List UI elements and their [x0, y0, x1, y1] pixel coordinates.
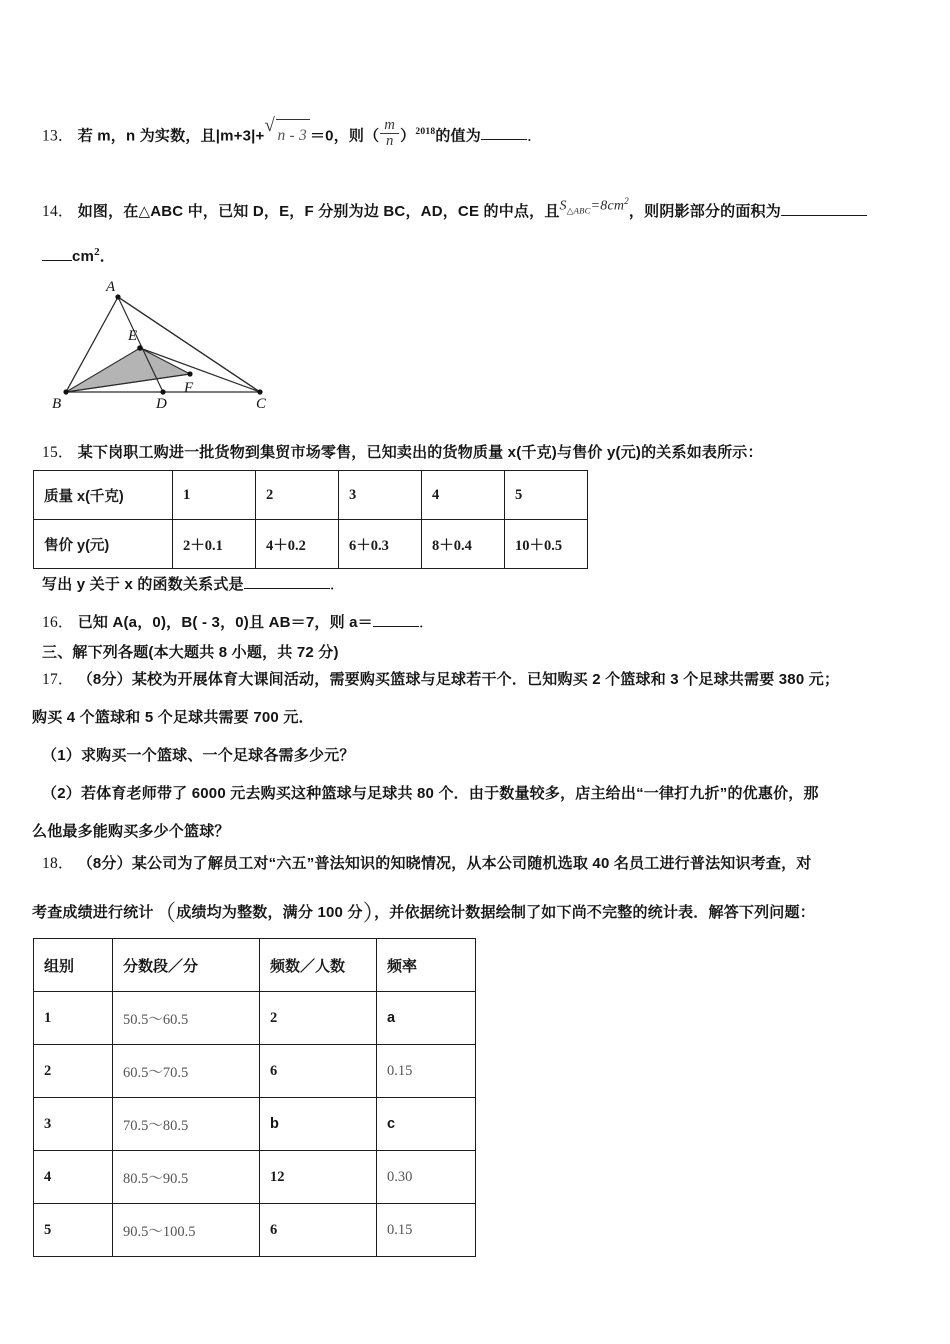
question-14-text-1: 如图，在△ABC 中，已知 D，E，F 分别为边 BC，AD，CE 的中点，且: [77, 202, 560, 220]
cell-group-2: 2: [34, 1045, 113, 1098]
figure-triangle-abc: [48, 272, 278, 412]
cell-frequency-3: b: [260, 1098, 377, 1151]
answer-blank-16[interactable]: [373, 611, 419, 627]
question-14-number: 14．: [42, 202, 74, 220]
question-17-sub2-line1: （2）若体育老师带了 6000 元去购买这种篮球与足球共 80 个．由于数量较多，店主给出“一律打九折”的优惠价，那: [42, 785, 819, 802]
answer-blank-14b[interactable]: [42, 245, 72, 261]
cell-group-1: 1: [34, 992, 113, 1045]
question-15-answer-line: [42, 570, 345, 600]
question-16-tail: ．: [418, 614, 435, 631]
fraction-numerator: m: [384, 117, 396, 133]
question-15-tail: ．: [329, 576, 346, 593]
point-f: [187, 371, 192, 376]
question-17-sub2: [42, 779, 932, 809]
question-13: [42, 115, 922, 151]
question-18-number: 18．: [42, 855, 74, 872]
question-17-line1: 某校为开展体育大课间活动，需要购买篮球与足球若干个．已知购买 2 个篮球和 3 个足球共需要 380 元；: [131, 671, 840, 688]
area-symbol-S: S: [559, 198, 567, 214]
figure-label-f: F: [184, 380, 194, 396]
table-row-mass: [34, 471, 588, 520]
area-equals-value: =8cm: [590, 198, 625, 214]
area-subscript: △ABC: [566, 205, 591, 216]
figure-label-e: E: [128, 328, 138, 344]
point-b: [63, 389, 68, 394]
question-14-line2: [42, 242, 115, 272]
col-header-range: 分数段／分: [113, 939, 260, 992]
answer-blank-14a[interactable]: [781, 200, 867, 216]
mass-cell-5: 5: [505, 471, 588, 520]
cell-rate-5: 0.15: [377, 1204, 476, 1257]
figure-label-d: D: [156, 396, 167, 412]
question-18: [42, 849, 937, 879]
row-header-price: 售价 y(元): [34, 520, 173, 569]
question-17-sub1: [42, 741, 932, 771]
question-17-sub1-text: （1）求购买一个篮球、一个足球各需多少元？: [42, 747, 355, 764]
question-18-line2-a: 考查成绩进行统计: [32, 903, 154, 921]
paren-open: （: [153, 901, 177, 926]
section-heading-text: 三、解下列各题(本大题共 8 小题，共 72 分): [42, 644, 339, 661]
col-header-rate: 频率: [377, 939, 476, 992]
question-16-number: 16．: [42, 614, 74, 631]
cell-rate-1: a: [377, 992, 476, 1045]
exponent-2018: 2018: [415, 126, 436, 138]
question-15-text: 某下岗职工购进一批货物到集贸市场零售，已知卖出的货物质量 x(千克)与售价 y(元)的关系如表所示：: [77, 444, 763, 461]
frequency-distribution-table: [33, 938, 476, 1257]
table-row: [34, 1098, 476, 1151]
point-c: [257, 389, 262, 394]
table-row: [34, 1045, 476, 1098]
section-heading-3: [42, 638, 339, 668]
table-row-price: [34, 520, 588, 569]
point-d: [160, 389, 165, 394]
question-14-unit-exponent: 2: [94, 246, 100, 258]
question-13-tail: ．: [526, 127, 543, 145]
question-15: [42, 438, 932, 468]
price-cell-4: 8＋0.4: [422, 520, 505, 569]
table-header-row: [34, 939, 476, 992]
price-cell-3: 6＋0.3: [339, 520, 422, 569]
price-cell-1: 2＋0.1: [173, 520, 256, 569]
figure-label-c: C: [256, 396, 267, 412]
cell-rate-4: 0.30: [377, 1151, 476, 1204]
table-row: [34, 992, 476, 1045]
question-16: [42, 608, 435, 638]
cell-range-5: 90.5～100.5: [113, 1204, 260, 1257]
fraction-denominator: n: [380, 133, 399, 149]
question-18-line1: 某公司为了解员工对“六五”普法知识的知晓情况，从本公司随机选取 40 名员工进行普法知识考查，对: [131, 855, 812, 872]
question-17-sub2-line2: [32, 817, 922, 847]
point-a: [115, 294, 120, 299]
cell-frequency-1: 2: [260, 992, 377, 1045]
question-16-text: 已知 A(a，0)，B( - 3，0)且 AB＝7，则 a＝: [77, 614, 373, 631]
mass-cell-3: 3: [339, 471, 422, 520]
cell-range-1: 50.5～60.5: [113, 992, 260, 1045]
cell-rate-3: c: [377, 1098, 476, 1151]
question-17-line2: [32, 703, 922, 733]
cell-frequency-4: 12: [260, 1151, 377, 1204]
cell-range-3: 70.5～80.5: [113, 1098, 260, 1151]
area-square-exponent: 2: [624, 196, 629, 206]
goods-price-table: [33, 470, 588, 569]
fraction-m-over-n: [380, 118, 399, 150]
question-13-text-2: ＝0，则（: [309, 127, 380, 145]
question-14-text-2: ，则阴影部分的面积为: [628, 202, 781, 220]
cell-frequency-2: 6: [260, 1045, 377, 1098]
question-17: [42, 665, 932, 695]
cell-range-2: 60.5～70.5: [113, 1045, 260, 1098]
question-18-line2: [32, 893, 932, 936]
area-formula: [560, 193, 629, 220]
question-14: [42, 193, 932, 226]
shaded-triangle-bef: [66, 348, 190, 392]
paren-close: ）: [362, 901, 375, 926]
cell-group-5: 5: [34, 1204, 113, 1257]
question-13-text-1: 若 m，n 为实数，且|m+3|+: [77, 127, 265, 145]
table-row: [34, 1151, 476, 1204]
sqrt-expression: [264, 115, 310, 150]
col-header-frequency: 频数／人数: [260, 939, 377, 992]
question-13-text-4: 的值为: [435, 127, 481, 145]
col-header-group: 组别: [34, 939, 113, 992]
question-17-sub2-line2-text: 么他最多能购买多少个篮球？: [32, 823, 230, 840]
mass-cell-1: 1: [173, 471, 256, 520]
question-18-paren-text: 成绩均为整数，满分 100 分: [176, 903, 363, 921]
question-13-text-3: ）: [400, 127, 416, 145]
mass-cell-2: 2: [256, 471, 339, 520]
mass-cell-4: 4: [422, 471, 505, 520]
question-18-line2-b: ，并依据统计数据绘制了如下尚不完整的统计表．解答下列问题：: [374, 903, 815, 921]
answer-blank-13[interactable]: [481, 125, 527, 141]
answer-blank-15[interactable]: [244, 573, 330, 589]
point-e: [137, 345, 143, 351]
question-13-number: 13．: [42, 127, 74, 145]
cell-rate-2: 0.15: [377, 1045, 476, 1098]
cell-frequency-5: 6: [260, 1204, 377, 1257]
cell-group-3: 3: [34, 1098, 113, 1151]
table-row: [34, 1204, 476, 1257]
question-15-number: 15．: [42, 444, 74, 461]
question-17-score: （8分）: [77, 671, 132, 688]
sqrt-radicand: n - 3: [276, 119, 310, 150]
question-17-line2-text: 购买 4 个篮球和 5 个足球共需要 700 元．: [32, 709, 314, 726]
row-header-mass: 质量 x(千克): [34, 471, 173, 520]
cell-group-4: 4: [34, 1151, 113, 1204]
figure-label-a: A: [106, 279, 116, 295]
price-cell-5: 10＋0.5: [505, 520, 588, 569]
price-cell-2: 4＋0.2: [256, 520, 339, 569]
cell-range-4: 80.5～90.5: [113, 1151, 260, 1204]
sqrt-sign: √: [264, 115, 276, 137]
question-17-number: 17．: [42, 671, 74, 688]
question-18-score: （8分）: [77, 855, 132, 872]
question-15-after-text: 写出 y 关于 x 的函数关系式是: [42, 576, 244, 593]
figure-label-b: B: [52, 396, 62, 412]
question-14-end: ．: [99, 248, 115, 266]
question-14-unit: cm: [72, 248, 95, 266]
